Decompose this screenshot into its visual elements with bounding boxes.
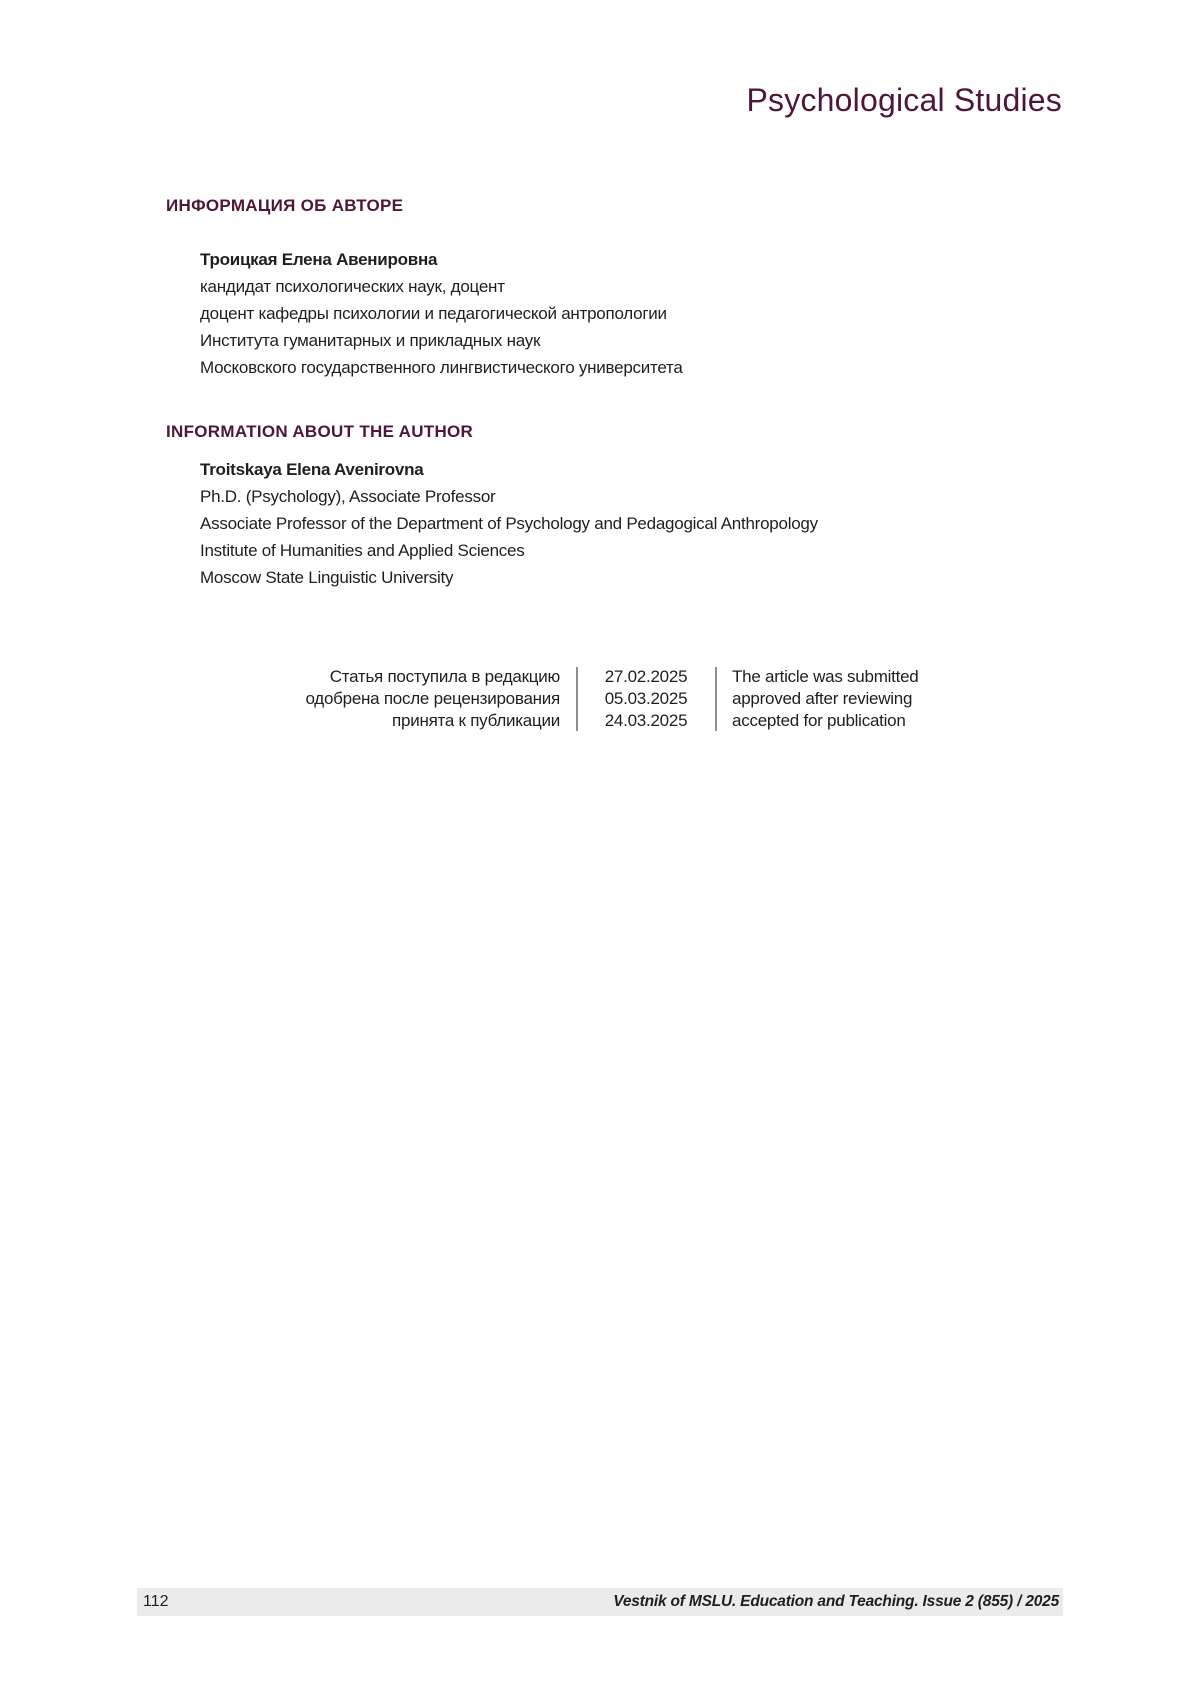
page-number: 112 [143, 1593, 169, 1610]
submission-label-en-accepted: accepted for publication [732, 711, 906, 730]
author-institute-ru: Института гуманитарных и прикладных наук [200, 331, 541, 350]
author-university-en: Moscow State Linguistic University [200, 568, 454, 587]
column-divider-left [576, 667, 578, 731]
journal-title: Psychological Studies [746, 82, 1062, 118]
submission-label-en-approved: approved after reviewing [732, 689, 913, 708]
section-heading-author-info-en: INFORMATION ABOUT THE AUTHOR [166, 422, 474, 441]
author-position-ru: доцент кафедры психологии и педагогической антропологии [200, 304, 667, 323]
author-name-ru: Троицкая Елена Авенировна [200, 250, 438, 269]
submission-label-ru-submitted: Статья поступила в редакцию [329, 667, 560, 686]
submission-labels-en [732, 666, 919, 732]
author-position-en: Associate Professor of the Department of Psychology and Pedagogical Anthropology [200, 514, 818, 533]
submission-dates [586, 666, 706, 732]
author-info-block-en [200, 456, 818, 591]
author-info-block-ru [200, 246, 683, 381]
column-divider-right [715, 667, 717, 731]
section-heading-author-info-ru: ИНФОРМАЦИЯ ОБ АВТОРЕ [166, 196, 404, 215]
submission-label-en-submitted: The article was submitted [732, 667, 919, 686]
submission-label-ru-approved: одобрена после рецензирования [305, 689, 560, 708]
footer-bar [137, 1588, 1063, 1616]
author-degree-ru: кандидат психологических наук, доцент [200, 277, 505, 296]
submission-labels-ru [160, 666, 560, 732]
submission-date-accepted: 24.03.2025 [604, 711, 688, 730]
submission-date-submitted: 27.02.2025 [604, 667, 688, 686]
submission-label-ru-accepted: принята к публикации [392, 711, 560, 730]
submission-date-approved: 05.03.2025 [604, 689, 688, 708]
journal-reference: Vestnik of MSLU. Education and Teaching. Issue 2 (855) / 2025 [613, 1593, 1059, 1610]
author-name-en: Troitskaya Elena Avenirovna [200, 460, 424, 479]
author-degree-en: Ph.D. (Psychology), Associate Professor [200, 487, 496, 506]
author-university-ru: Московского государственного лингвистического университета [200, 358, 683, 377]
author-institute-en: Institute of Humanities and Applied Sciences [200, 541, 525, 560]
